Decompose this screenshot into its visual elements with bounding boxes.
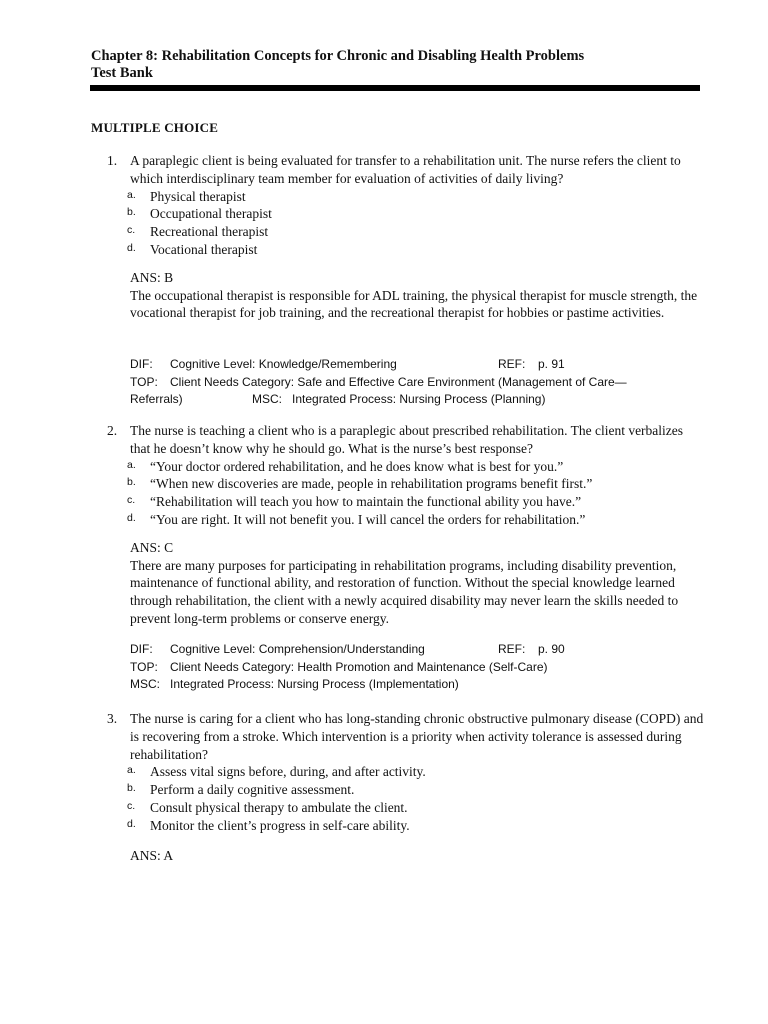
header-divider (90, 85, 700, 91)
question-text: A paraplegic client is being evaluated for transfer to a rehabilitation unit. The nurse refers the client to which interdisciplinary team member for evaluation of activities of daily living? (130, 153, 681, 186)
msc-label: MSC: (252, 392, 282, 406)
rationale: There are many purposes for participating in rehabilitation programs, including disability prevention, maintenance of functional ability, and restoration of function. Without the special knowledge learned through rehabilitation, the client with a newly acquired disability may never learn the skills needed to prevent long-term problems or conserve energy. (130, 557, 679, 626)
ref-value: p. 90 (538, 642, 565, 656)
msc-label: MSC: (130, 677, 160, 691)
answer-key: ANS: C (130, 540, 174, 555)
ref-value: p. 91 (538, 357, 565, 371)
chapter-title: Chapter 8: Rehabilitation Concepts for Chronic and Disabling Health Problems (91, 48, 585, 64)
top-value: Client Needs Category: Health Promotion and Maintenance (Self-Care) (170, 659, 548, 674)
test-bank-subtitle: Test Bank (91, 65, 153, 81)
msc-value: Integrated Process: Nursing Process (Planning) (292, 392, 546, 406)
document-header (91, 48, 711, 82)
top-value: Client Needs Category: Safe and Effective Care Environment (Management of Care— (170, 374, 627, 389)
top-label: TOP: (130, 374, 158, 389)
section-heading: MULTIPLE CHOICE (91, 120, 219, 135)
question-number: 1. (107, 153, 118, 168)
answer-key: ANS: B (130, 270, 174, 285)
question-text: The nurse is caring for a client who has long-standing chronic obstructive pulmonary disease (COPD) and is recovering from a stroke. Which intervention is a priority when activity tolerance is assessed during rehabilitation? (130, 711, 704, 762)
question-metadata (130, 356, 710, 409)
question-metadata (130, 641, 710, 694)
rationale: The occupational therapist is responsible for ADL training, the physical therapist for muscle strength, the vocational therapist for job training, and the recreational therapist for hobbies or pastime activities. (130, 287, 698, 321)
dif-label: DIF: (130, 642, 153, 656)
dif-label: DIF: (130, 357, 153, 371)
dif-value: Cognitive Level: Comprehension/Understanding (170, 642, 425, 656)
dif-value: Cognitive Level: Knowledge/Remembering (170, 357, 397, 371)
question-text: The nurse is teaching a client who is a paraplegic about prescribed rehabilitation. The client verbalizes that he doesn’t know why he should go. What is the nurse’s best response? (130, 423, 684, 456)
ref-label: REF: (498, 642, 526, 656)
ref-label: REF: (498, 357, 526, 371)
question-number: 2. (107, 423, 118, 438)
msc-value: Integrated Process: Nursing Process (Implementation) (170, 677, 459, 691)
top-value-continued: Referrals) (130, 392, 183, 406)
document-page: Chapter 8: Rehabilitation Concepts for Chronic and Disabling Health Problems Test Bank MULTIPLE CHOICE 1. A paraplegic client is being evaluated for transfer to a rehabilitation unit. The nurse refers the client to which interdisciplinary team member for evaluation of activities of daily living? a. Physical therapist b. Occupational therapist c. Recreational therapist d. Vocational therapist ANS: B The occupational therapist is responsible for ADL training, the physical therapist for muscle strength, the vocational therapist for job training, and the recreational therapist for hobbies or pastime activities. DIF: Cognitive Level: Knowledge/Remembering REF: p. 91 TOP: Client Needs Category: Safe and Effective Care Environment (Management of Care— Referrals) MSC: Integrated Process: Nursing Process (Planning) 2. The nurse is teaching a client who is a paraplegic about prescribed rehabilitation. The client verbalizes that he doesn’t know why he should go. What is the nurse’s best response? a. “Your doctor ordered rehabilitation, and he does know what is best for you.” b. “When new discoveries are made, people in rehabilitation programs benefit first.” c. “Rehabilitation will teach you how to maintain the functional ability you have.” d. “You are right. It will not benefit you. I will cancel the orders for rehabilitation.” ANS: C There are many purposes for participating in rehabilitation programs, including disability prevention, maintenance of functional ability, and restoration of function. Without the special knowledge learned through rehabilitation, the client with a newly acquired disability may never learn the skills needed to prevent long-term problems or conserve energy. DIF: Cognitive Level: Comprehension/Understanding REF: p. 90 TOP: Client Needs Category: Health Promotion and Maintenance (Self-Care) MSC: Integrated Process: Nursing Process (Implementation) 3. The nurse is caring for a client who has long-standing chronic obstructive pulmonary disease (COPD) and is recovering from a stroke. Which intervention is a priority when activity tolerance is assessed during rehabilitation? a. Assess vital signs before, during, and after activity. b. Perform a daily cognitive assessment. c. Consult physical therapy to ambulate the client. d. Monitor the client’s progress in self-care ability. ANS: A (0, 0, 768, 1024)
question-number: 3. (107, 711, 118, 726)
answer-key: ANS: A (130, 848, 174, 863)
top-label: TOP: (130, 659, 158, 674)
